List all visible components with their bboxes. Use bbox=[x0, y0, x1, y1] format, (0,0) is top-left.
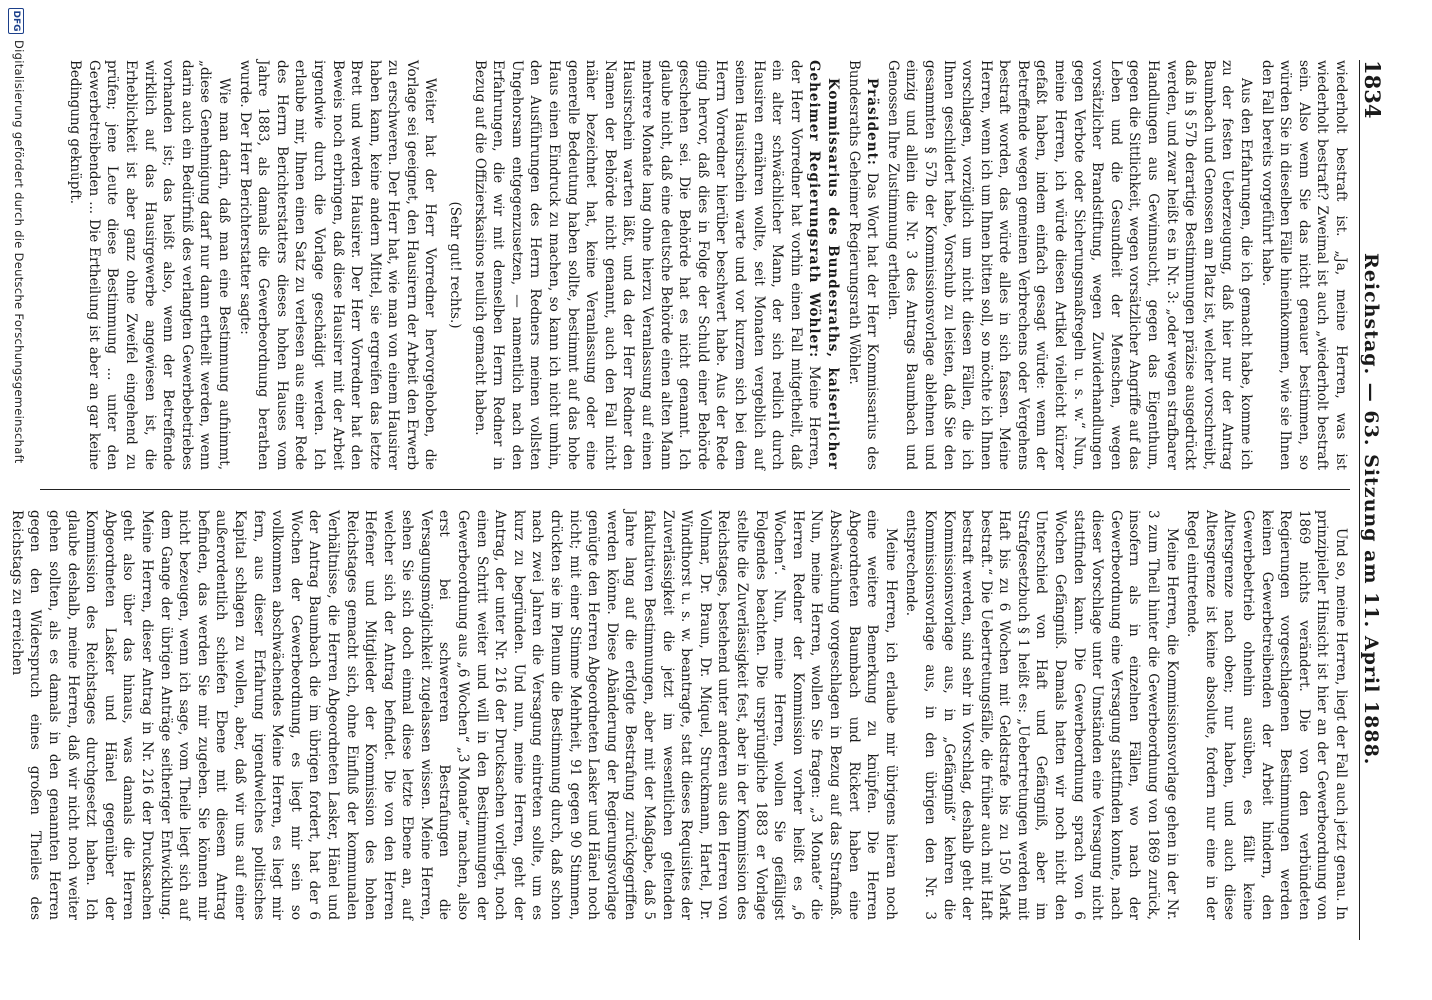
paragraph: Und so, meine Herren, liegt der Fall auch jetzt genau. In prinzipieller Hinsicht ist hier an der Gewerbeordnung von 1869 nichts verändert. Die von den verbündeten Regierungen vorgeschlagenen Bestimmungen werden keinen Gewerbetreibenden der Arbeit hindern, den Gewerbebetrieb ohnehin ausüben, es fällt keine Altersgrenze nach oben; nur haben, und auch diese Altersgrenze ist keine absolute, fordern nur eine in der Regel eintretende. bbox=[1184, 510, 1349, 920]
speech-text: Das Wort hat der Herr Kommissarius des Bundesraths Geheimer Regierungsrath Wöhler. bbox=[845, 60, 881, 470]
interjection: (Sehr gut! rechts.) bbox=[447, 201, 464, 329]
dfg-logo: DFG bbox=[8, 8, 24, 34]
page-title: Reichstag. — 63. Sitzung am 11. April 1888. bbox=[1360, 253, 1382, 766]
digitization-note: Digitalisierung gefördert durch die Deutsche Forschungsgemeinschaft bbox=[12, 40, 26, 464]
paragraph: Weiter hat der Herr Vorredner hervorgehoben, die Vorlage sei geeignet, den Hausirern der Arbeit den Erwerb zu erschweren. Der Herr hat, wie man von einem Hausirer haben kann, keine andern Mittel, sie ergreifen das letzte Brett und werden Hausirer. Der Herr Vorredner hat den Beweis noch erbringen, daß diese Hausirer mit der Arbeit irgendwie durch die Vorlage geschädigt werden. Ich erlaube mir, Ihnen einen Satz zu verlesen aus einer Rede des Herrn Berichterstatters dieses hohen Hauses vom Jahre 1883, als damals die Gewerbeordnung berathen wurde. Der Herr Berichterstatter sagte: bbox=[236, 60, 439, 470]
column-divider bbox=[40, 489, 1350, 490]
quoted-paragraph: Wie man darin, daß man eine Bestimmung aufnimmt, „diese Genehmigung darf nur dann ertheilt werden, wenn darin auch ein Bedürfniß des verlangten Gewerbebetriebes vorhanden ist; das heißt also, wenn der Betreffende wirklich auf das Hausirgewerbe angewiesen ist, die Erheblichkeit ist aber ganz ohne Zweifel eingehend zu prüfen; jene Leute diese Bestimmung ... unter den Gewerbetreibenden ... Die Ertheilung ist aber an gar keine Bedingung geknüpft. bbox=[67, 60, 232, 470]
paragraph: Meine Herren, die Kommissionsvorlage gehen in der Nr. 3 zum Theil hinter die Gewerbeordnung von 1869 zurück, insofern als in einzelnen Fällen, wo nach der Gewerbeordnung eine Versagung stattfinden konnte, nach dieser Vorschlage unter Umständen eine Versagung nicht stattfinden kann. Die Gewerbeordnung sprach von 6 Wochen Gefängniß. Damals hatten wir noch nicht den Unterschied von Haft und Gefängniß, aber im Strafgesetzbuch § 1 heißt es: „Uebertretungen werden mit Haft bis zu 6 Wochen mit Geldstrafe bis zu 150 Mark bestraft.“ Die Uebertretungsfälle, die früher auch mit Haft bestraft werden, sind sehr in Vorschlag, deshalb geht der Kommissionsvorlage aus, in „Gefängniß“ kehren die Kommissionsvorlage aus, in den übrigen den Nr. 3 entsprechende. bbox=[903, 510, 1180, 920]
page-header bbox=[1359, 60, 1400, 940]
paragraph bbox=[844, 60, 881, 470]
speech-text: Meine Herren, der Herr Vorredner hat vorhin einen Fall mitgetheilt, daß ein alter schwächlicher Mann, der sich redlich durch Hausiren ernähren wollte, seit Monaten vergeblich auf seinen Hausirschein warte und vor kurzem sich bei dem Herrn Vorredner hierüber beschwert habe. Aus der Rede ging hervor, daß dies in Folge der Schuld einer Behörde geschehen sei. Die Behörde hat es nicht genannt. Ich glaube nicht, daß eine deutsche Behörde einen alten Mann mehrere Monate lang ohne hierzu Veranlassung auf einen Hausirschein warten läßt, und da der Herr Redner den Namen der Behörde nicht genannt, auch den Fall nicht näher bezeichnet hat, keine Veranlassung oder eine generelle Bedeutung haben sollte, bestimmt auf das hohe Haus einen Eindruck zu machen, so kann ich nicht umhin, den Ausführungen des Herrn Redners meinen vollsten Ungehorsam entgegenzusetzen, — namentlich nach den Erfahrungen, die wir mit demselben Herrn Redner in Bezug auf die Offizierskasinos neulich gemacht haben. bbox=[471, 60, 823, 470]
paragraph: Meine Herren, ich erlaube mir übrigens hieran noch eine weitere Bemerkung zu knüpfen. Die Herren Abgeordneten Baumbach und Rickert haben eine Abschwächung vorgeschlagen in Bezug auf das Strafmaß. Nun, meine Herren, wollen Sie fragen: „3 Monate“ die Herren Redner der Kommission vorher heißt es „6 Wochen“. Nun, meine Herren, wollen Sie gefälligst Folgendes beachten. Die ursprüngliche 1883 er Vorlage stellte die Zuverlässigkeit fest, aber in der Kommission des Reichstages, bestehend unter anderen aus den Herren von Vollmar, Dr. Braun, Dr. Miquel, Struckmann, Hartel, Dr. Windthorst u. s. w. beantragte, statt dieses Requisites der Zuverlässigkeit die jetzt im wesentlichen geltenden fakultativen Bestimmungen, aber mit der Maßgabe, daß 5 Jahre lang auf die erfolgte Bestrafung zurückgegriffen werden könne. Diese Abänderung der Regierungsvorlage genügte den Herren Abgeordneten Lasker und Hänel noch nicht; mit einer Stimme Mehrheit, 91 gegen 90 Stimmen, drückten sie im Plenum die Bestimmung durch, daß schon nach zwei Jahren die Versagung eintreten sollte, um es kurz zu begründen. Und nun, meine Herren, geht der Antrag, der unter Nr. 216 der Drucksachen vorliegt, noch einen Schritt weiter und will in den Bestimmungen der Gewerbeordnung aus „6 Wochen“ „3 Monate“ machen, also erst bei schwereren Bestrafungen die Versagungsmöglichkeit zugelassen wissen. Meine Herren, sehen Sie sich doch einmal diese letzte Ebene an, auf welcher sich der Antrag befindet. Die von den Herren Hefener und Mitglieder der Kommission des hohen Reichstages gemacht sich, ohne Einfluß der kommunalen Verhältnisse, die Herren Abgeordneten Lasker, Hänel und der Antrag Baumbach die im übrigen fordert, hat der 6 Wochen der Gewerbeordnung, es liegt mir sein so vollkommen abschwächendes Meine Herren, es liegt mir fern, aus dieser Erfahrung irgendwelches politisches Kapital schlagen zu wollen, aber, daß wir uns auf einer außerordentlich schiefen Ebene mit diesem Antrag befinden, das werden Sie mir zugeben. Sie können mir nicht bezeugen, wenn ich sage, vom Theile liegt sich auf dem Gange der übrigen Anträge seitheriger Entwicklung. Meine Herren, dieser Antrag in Nr. 216 der Drucksachen geht also über das hinaus, was damals die Herren Abgeordneten Lasker und Hänel gegenüber der Kommission des Reichstages durchgesetzt haben. Ich glaube deshalb, meine Herren, daß wir nicht noch weiter gehen sollten, als es damals in den genannten Herren gegen den Widerspruch eines großen Theiles des Reichstags zu erreichen bbox=[8, 510, 899, 920]
paragraph: Aus den Erfahrungen, die ich gemacht habe, komme ich zu der festen Ueberzeugung, daß hier nur der Antrag Baumbach und Genossen am Platz ist, welcher vorschreibt, daß in § 57b derartige Bestimmungen präzise ausgedrückt werden, und zwar heißt es in Nr. 3: „oder wegen strafbarer Handlungen aus Gewinnsucht, gegen das Eigenthum, gegen die Sittlichkeit, wegen vorsätzlicher Angriffe auf das Leben und die Gesundheit der Menschen, wegen vorsätzlicher Brandstiftung, wegen Zuwiderhandlungen gegen Verbote oder Sicherungsmaßregeln u. s. w.“ Nun, meine Herren, ich würde diesen Artikel vielleicht kürzer gefaßt haben, indem einfach gesagt würde: wenn der Betreffende wegen gemeinen Verbrechens oder Vergehens bestraft worden, das würde alles in sich fassen. Meine Herren, wenn ich um Ihnen bitten soll, so möchte ich Ihnen vorschlagen, vorzüglich um nicht diesen Fällen, die ich Ihnen geschildert habe, Vorschub zu leisten, daß Sie den gesammten § 57b der Kommissionsvorlage ablehnen und einzig und allein die Nr. 3 des Antrags Baumbach und Genossen Ihre Zustimmung ertheilen. bbox=[884, 60, 1255, 470]
page-number: 1834 bbox=[1360, 60, 1385, 119]
paragraph bbox=[470, 60, 842, 470]
right-column bbox=[8, 510, 1350, 920]
speaker-label: Kommissarius des Bundesraths, kaiserlicher Geheimer Regierungsrath Wöhler: bbox=[806, 60, 841, 470]
paragraph: wiederholt bestraft ist. „Ja, meine Herren, was ist wiederholt bestraft? Zweimal ist auch „wiederholt bestraft sein. Also wenn Sie das nicht genauer bestimmen, so würden Sie in dieselben Fälle hineinkommen, wie sie Ihnen den Fall bereits vorgeführt habe. bbox=[1258, 60, 1349, 470]
speaker-label: Präsident: bbox=[864, 78, 881, 166]
left-column bbox=[40, 60, 1350, 470]
